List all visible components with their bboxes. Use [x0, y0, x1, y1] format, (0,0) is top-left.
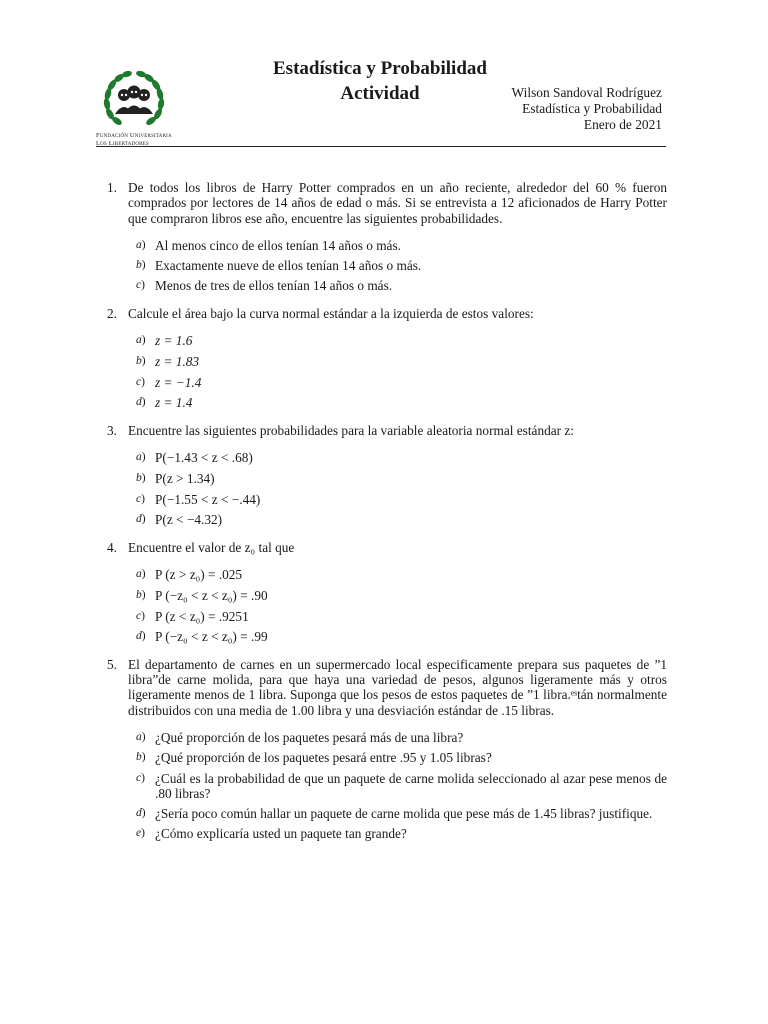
question-text: Calcule el área bajo la curva normal estándar a la izquierda de estos valores: — [128, 305, 534, 321]
question-3 — [107, 423, 667, 528]
list-item: d) P (−z₀ < z < z₀) = .99 — [136, 629, 268, 645]
answer-options — [128, 238, 667, 294]
answer-options — [128, 333, 667, 411]
item-text: Menos de tres de ellos tenían 14 años o más. — [155, 278, 393, 294]
list-item: c) z = −1.4 — [136, 374, 202, 390]
list-item: b) P (−z₀ < z < z₀) = .90 — [136, 587, 268, 603]
item-text: ¿Sería poco común hallar un paquete de carne molida que pese más de 1.45 libras? justifique. — [155, 806, 653, 822]
question-1 — [107, 180, 667, 294]
question-text: El departamento de carnes en un supermercado local especificamente prepara sus paquetes de ”1 libra”de carne molida, para que haya una variedad de pesos, algunos ligeramente más y otros ligeramente menos de 1 libra. Suponga que los pesos de estos paquetes de ”1 libra.ᵉˢtán normalmente distribuidos con una media de 1.00 libra y una desviación estándar de .15 libras. — [128, 656, 667, 718]
item-text: z = 1.6 — [155, 333, 193, 349]
item-label: a — [136, 451, 142, 464]
item-label: d — [136, 807, 142, 820]
item-label: d — [136, 630, 142, 643]
question-text: Encuentre las siguientes probabilidades para la variable aleatoria normal estándar z: — [128, 422, 574, 438]
item-text: z = 1.4 — [155, 395, 193, 411]
item-text: P(z > 1.34) — [155, 470, 215, 486]
item-label: a — [136, 238, 142, 251]
list-item: b) ¿Qué proporción de los paquetes pesará entre .95 y 1.05 libras? — [136, 750, 492, 766]
list-item: b) P(z > 1.34) — [136, 470, 215, 486]
question-text: De todos los libros de Harry Potter comprados en un año reciente, alrededor del 60 % fueron comprados por lectores de 14 años de edad o más. Si se entrevista a 12 aficionados de Harry Potter que compraron libros ese año, encuentre las siguientes probabilidades. — [128, 180, 667, 226]
item-text: P(−1.55 < z < −.44) — [155, 491, 261, 507]
item-text: z = 1.83 — [155, 353, 200, 369]
question-2 — [107, 306, 667, 411]
document-date: Enero de 2021 — [583, 117, 662, 132]
author-block — [512, 85, 662, 133]
header-rule — [96, 146, 666, 147]
item-text: P (−z₀ < z < z₀) = .99 — [155, 629, 268, 645]
item-label: d — [136, 513, 142, 526]
item-text: ¿Cómo explicaría usted un paquete tan grande? — [155, 826, 407, 842]
item-text: ¿Qué proporción de los paquetes pesará más de una libra? — [155, 729, 464, 745]
list-item: a) z = 1.6 — [136, 333, 193, 349]
laurel-wreath-icon — [102, 70, 166, 132]
item-label: a — [136, 334, 142, 347]
question-number: 1. — [107, 180, 117, 195]
list-item: b) z = 1.83 — [136, 353, 200, 369]
item-label: b — [136, 588, 142, 601]
answer-options — [128, 567, 667, 645]
author-name: Wilson Sandoval Rodríguez — [511, 85, 662, 100]
list-item: a) Al menos cinco de ellos tenían 14 años o más. — [136, 237, 401, 253]
item-text: z = −1.4 — [155, 374, 202, 390]
document-title: Estadística y Probabilidad — [273, 58, 487, 79]
question-4 — [107, 540, 667, 645]
item-text: ¿Qué proporción de los paquetes pesará entre .95 y 1.05 libras? — [155, 750, 492, 766]
item-label: a — [136, 730, 142, 743]
item-label: d — [136, 396, 142, 409]
list-item: d) ¿Sería poco común hallar un paquete de carne molida que pese más de 1.45 libras? justifique. — [136, 806, 653, 822]
document-subtitle: Actividad — [340, 83, 420, 104]
list-item: c) P (z < z₀) = .9251 — [136, 608, 249, 624]
item-label: b — [136, 751, 142, 764]
item-text: P(−1.43 < z < .68) — [155, 450, 253, 466]
question-5 — [107, 657, 667, 842]
logo-caption-line2: Los Libertadores — [96, 140, 149, 147]
list-item: c) P(−1.55 < z < −.44) — [136, 491, 261, 507]
list-item: d) P(z < −4.32) — [136, 512, 223, 528]
item-text: Al menos cinco de ellos tenían 14 años o más. — [155, 237, 401, 253]
list-item: b) Exactamente nueve de ellos tenían 14 años o más. — [136, 258, 422, 274]
question-number: 2. — [107, 305, 117, 321]
list-item: d) z = 1.4 — [136, 395, 193, 411]
question-number: 4. — [107, 539, 117, 555]
item-label: c — [136, 492, 142, 505]
item-text: P (z < z₀) = .9251 — [155, 608, 249, 624]
item-text: Exactamente nueve de ellos tenían 14 años o más. — [155, 258, 422, 274]
question-number: 3. — [107, 422, 117, 438]
item-text: P (−z₀ < z < z₀) = .90 — [155, 587, 268, 603]
item-text: P(z < −4.32) — [155, 512, 223, 528]
list-item: c) Menos de tres de ellos tenían 14 años o más. — [136, 278, 393, 294]
questions-list — [107, 180, 667, 842]
list-item: a) ¿Qué proporción de los paquetes pesará más de una libra? — [136, 729, 464, 745]
item-label: c — [136, 771, 142, 784]
item-label: c — [136, 375, 142, 388]
item-label: c — [136, 609, 142, 622]
course-name: Estadística y Probabilidad — [522, 101, 662, 116]
item-label: b — [136, 354, 142, 367]
question-number: 5. — [107, 656, 117, 672]
answer-options — [128, 450, 667, 528]
item-label: b — [136, 259, 142, 272]
list-item: c) ¿Cuál es la probabilidad de que un paquete de carne molida seleccionado al azar pese menos de .80 libras? — [136, 770, 667, 801]
item-label: c — [136, 279, 142, 292]
item-label: b — [136, 471, 142, 484]
question-text: Encuentre el valor de z₀ tal que — [128, 539, 295, 555]
university-logo — [96, 70, 172, 148]
logo-caption-line1: Fundación Universitaria — [96, 132, 172, 139]
item-text: P (z > z₀) = .025 — [155, 567, 243, 583]
list-item: a) P (z > z₀) = .025 — [136, 567, 243, 583]
list-item: e) ¿Cómo explicaría usted un paquete tan grande? — [136, 826, 407, 842]
item-label: a — [136, 568, 142, 581]
item-label: e — [136, 827, 142, 840]
list-item: a) P(−1.43 < z < .68) — [136, 450, 253, 466]
item-text: ¿Cuál es la probabilidad de que un paquete de carne molida seleccionado al azar pese menos de .80 libras? — [155, 770, 667, 801]
answer-options — [128, 730, 667, 842]
